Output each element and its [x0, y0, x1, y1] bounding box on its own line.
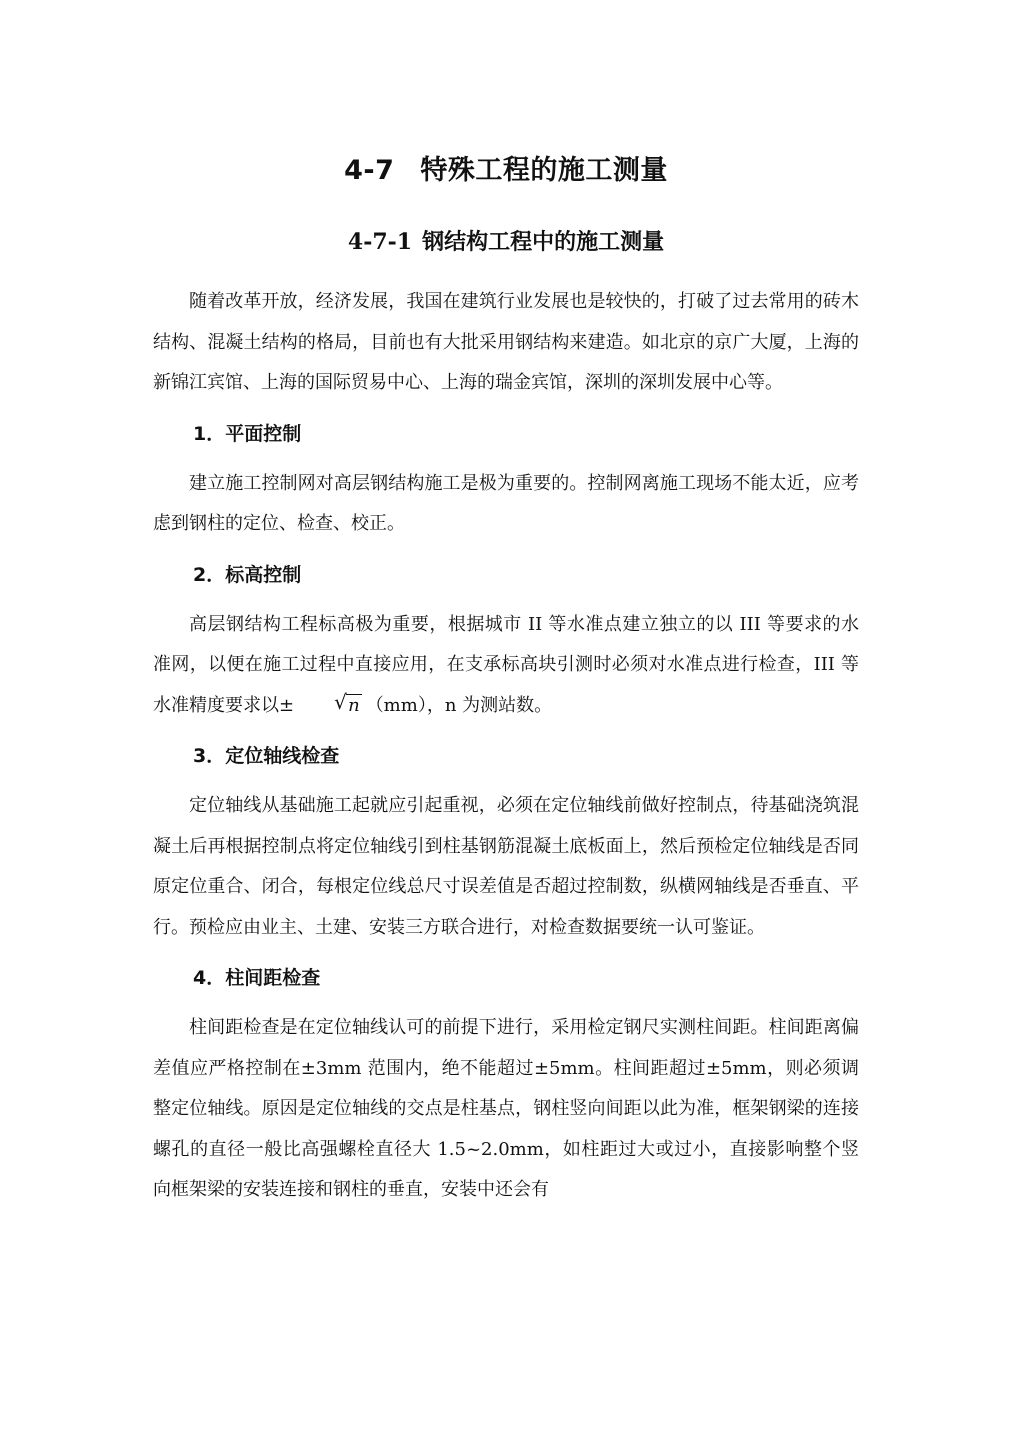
sqrt-symbol: √ — [334, 689, 347, 714]
sqrt-formula — [298, 686, 362, 727]
paragraph-column-spacing: 柱间距检查是在定位轴线认可的前提下进行，采用检定钢尺实测柱间距。柱间距离偏差值应严格控制在±3mm 范围内，绝不能超过±5mm。柱间距超过±5mm，则必须调整定位轴线。原因是定位轴线的交点是柱基点，钢柱竖向间距以此为准，框架钢梁的连接螺孔的直径一般比高强螺栓直径大 1.5~2.0mm，如柱距过大或过小，直接影响整个竖向框架梁的安装连接和钢柱的垂直，安装中还会有 — [153, 1017, 859, 1200]
chapter-title-text: 特殊工程的施工测量 — [420, 155, 668, 186]
section-title-text: 钢结构工程中的施工测量 — [422, 229, 665, 255]
intro-paragraph: 随着改革开放，经济发展，我国在建筑行业发展也是较快的，打破了过去常用的砖木结构、混凝土结构的格局，目前也有大批采用钢结构来建造。如北京的京广大厦，上海的新锦江宾馆、上海的国际贸易中心、上海的瑞金宾馆，深圳的深圳发展中心等。 — [153, 291, 859, 393]
document-body — [153, 282, 859, 1211]
elevation-text-before: 高层钢结构工程标高极为重要，根据城市 II 等水准点建立独立的以 III 等要求的水准网，以便在施工过程中直接应用，在支承标高块引测时必须对水准点进行检查，III 等水准精度要求以± — [153, 613, 859, 716]
heading-column-spacing: 4．柱间距检查 — [193, 967, 321, 989]
section-number: 4-7-1 — [347, 229, 413, 255]
heading-axis-check: 3．定位轴线检查 — [193, 745, 340, 767]
chapter-title — [0, 146, 1012, 196]
heading-elevation-control: 2．标高控制 — [193, 563, 302, 586]
paragraph-elevation-control — [153, 605, 859, 727]
section-title — [0, 220, 1012, 264]
paragraph-axis-check: 定位轴线从基础施工起就应引起重视，必须在定位轴线前做好控制点，待基础浇筑混凝土后再根据控制点将定位轴线引到柱基钢筋混凝土底板面上，然后预检定位轴线是否同原定位重合、闭合，每根定位线总尺寸误差值是否超过控制数，纵横网轴线是否垂直、平行。预检应由业主、土建、安装三方联合进行，对检查数据要统一认可鉴证。 — [153, 795, 859, 938]
heading-plane-control: 1．平面控制 — [193, 422, 302, 445]
chapter-number: 4-7 — [344, 155, 395, 186]
paragraph-plane-control: 建立施工控制网对高层钢结构施工是极为重要的。控制网离施工现场不能太近，应考虑到钢柱的定位、检查、校正。 — [153, 472, 859, 534]
elevation-text-after: （mm），n 为测站数。 — [365, 694, 553, 716]
sqrt-radicand: n — [348, 694, 360, 716]
